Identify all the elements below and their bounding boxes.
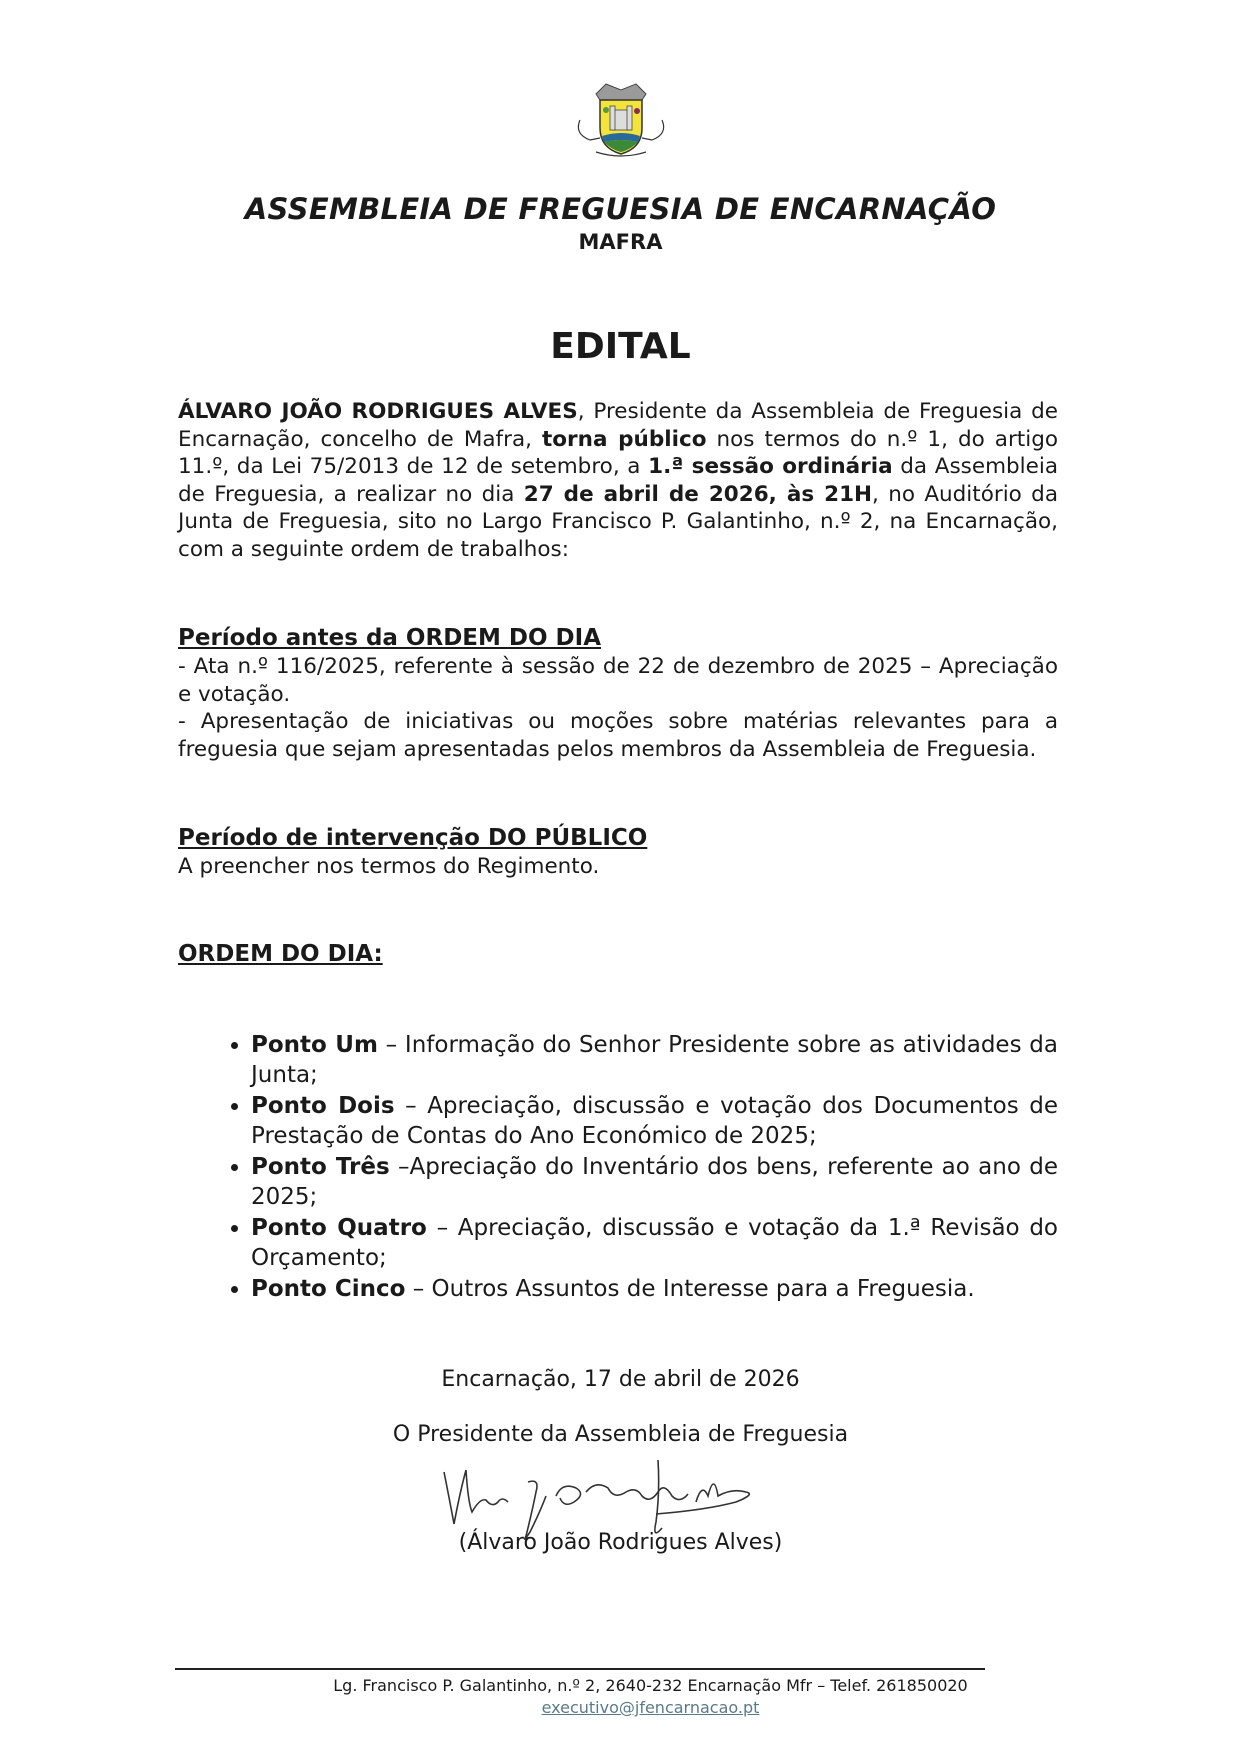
intro-paragraph [178,398,1058,563]
document-title: EDITAL [550,326,691,367]
agenda-point [251,1030,1058,1090]
footer-email-link[interactable]: executivo@jfencarnacao.pt [541,1698,760,1717]
agenda-point-text: – Informação do Senhor Presidente sobre as atividades da Junta; [251,1032,1059,1088]
footer-address: Lg. Francisco P. Galantinho, n.º 2, 2640-232 Encarnação Mfr – Telef. 261850020 [333,1676,968,1695]
session-date: 27 de abril de 2026, às 21H [523,481,873,507]
before-agenda-item: - Apresentação de iniciativas ou moções sobre matérias relevantes para a freguesia que sejam apresentadas pelos membros da Assembleia de Freguesia. [178,709,1058,762]
agenda-point [251,1213,1058,1273]
section-title-public: Período de intervenção DO PÚBLICO [178,825,648,851]
agenda-point-label: Ponto Quatro [251,1215,427,1241]
agenda-point-label: Ponto Dois [251,1093,395,1119]
agenda-list [206,1030,1058,1305]
agenda-point-text: – Outros Assuntos de Interesse para a Freguesia. [405,1276,975,1302]
agenda-point-text: – Apreciação, discussão e votação da 1.ª Revisão do Orçamento; [251,1215,1059,1271]
before-agenda-items [178,653,1058,763]
footer-divider [175,1668,985,1670]
agenda-point-label: Ponto Um [251,1032,378,1058]
place-date: Encarnação, 17 de abril de 2026 [441,1367,800,1392]
intro-text: nos termos do n.º 1, do artigo 11.º, da Lei 75/2013 de 12 de setembro, a [178,426,1058,479]
signatory-role: O Presidente da Assembleia de Freguesia [392,1422,849,1447]
coat-of-arms-icon [566,80,676,160]
intro-text: , no Auditório da Junta de Freguesia, sito no Largo Francisco P. Galantinho, n.º 2, na Encarnação, com a seguinte ordem de trabalhos: [178,481,1058,562]
intro-text: da Assembleia de Freguesia, a realizar no dia [178,454,1059,507]
session-label: 1.ª sessão ordinária [648,454,893,479]
agenda-point-label: Ponto Cinco [251,1276,406,1302]
section-title-agenda: ORDEM DO DIA: [178,941,383,967]
section-title-before-agenda: Período antes da ORDEM DO DIA [178,625,601,651]
agenda-point [251,1152,1058,1212]
before-agenda-item: - Ata n.º 116/2025, referente à sessão de 22 de dezembro de 2025 – Apreciação e votação. [178,654,1058,707]
organization-title: ASSEMBLEIA DE FREGUESIA DE ENCARNAÇÃO [244,192,997,226]
signature-icon [436,1452,806,1542]
intro-emphasis: torna público [541,426,707,452]
agenda-point [251,1274,1058,1304]
agenda-point-text: –Apreciação do Inventário dos bens, referente ao ano de 2025; [251,1154,1058,1210]
public-text: A preencher nos termos do Regimento. [178,854,600,879]
agenda-point [251,1091,1058,1151]
agenda-point-label: Ponto Três [251,1154,390,1180]
intro-text: , Presidente da Assembleia de Freguesia de Encarnação, concelho de Mafra, [178,399,1058,452]
agenda-point-text: – Apreciação, discussão e votação dos Documentos de Prestação de Contas do Ano Económico de 2025; [251,1093,1058,1149]
president-name: ÁLVARO JOÃO RODRIGUES ALVES [178,399,578,424]
municipality-name: MAFRA [578,230,663,254]
signatory-name: (Álvaro João Rodrigues Alves) [458,1530,783,1555]
